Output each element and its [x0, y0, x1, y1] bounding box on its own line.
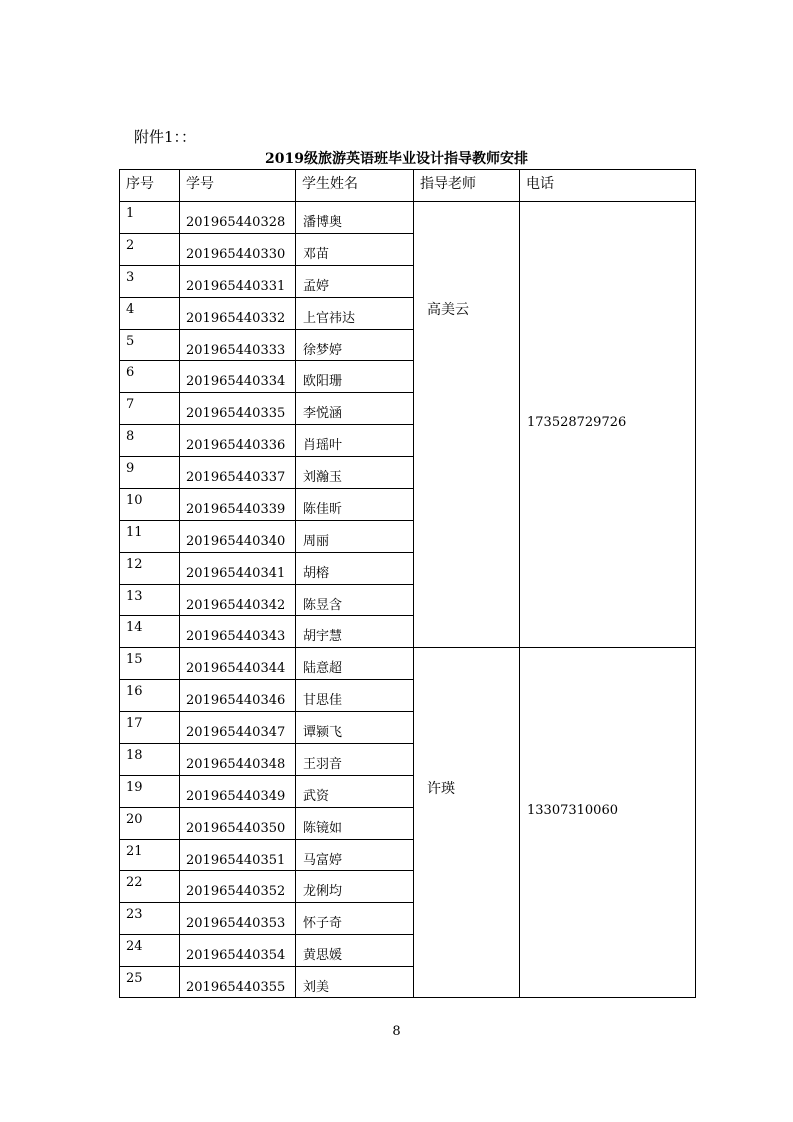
row-divider [119, 615, 413, 616]
row-divider [119, 360, 413, 361]
row-index: 20 [126, 811, 143, 827]
row-index: 24 [126, 939, 143, 955]
row-student-id: 201965440333 [186, 342, 286, 358]
row-index: 17 [126, 716, 143, 732]
row-student-id: 201965440348 [186, 756, 286, 772]
row-index: 23 [126, 907, 143, 923]
row-index: 10 [126, 492, 143, 508]
row-student-id: 201965440350 [186, 820, 286, 836]
header-name: 学生姓名 [302, 176, 358, 192]
row-student-id: 201965440331 [186, 278, 286, 294]
row-index: 22 [126, 875, 143, 891]
row-student-id: 201965440344 [186, 661, 286, 677]
row-divider [119, 966, 413, 967]
row-student-id: 201965440332 [186, 310, 286, 326]
row-student-name: 陆意超 [303, 661, 343, 677]
row-divider [119, 584, 413, 585]
row-student-name: 邓苗 [303, 246, 330, 262]
row-index: 14 [126, 620, 143, 636]
table-border-top [119, 169, 696, 170]
row-divider [119, 233, 413, 234]
row-divider [119, 711, 413, 712]
table-border-bottom [119, 997, 696, 998]
row-divider [119, 424, 413, 425]
column-divider [413, 169, 414, 998]
row-index: 13 [126, 588, 143, 604]
header-teacher: 指导老师 [420, 176, 476, 192]
row-student-name: 李悦涵 [303, 406, 343, 422]
row-divider [119, 679, 413, 680]
row-divider [119, 902, 413, 903]
column-divider [519, 169, 520, 998]
row-index: 19 [126, 779, 143, 795]
row-student-id: 201965440343 [186, 629, 286, 645]
row-index: 15 [126, 652, 143, 668]
row-index: 18 [126, 747, 143, 763]
row-divider [119, 552, 413, 553]
row-student-name: 甘思佳 [303, 693, 343, 709]
header-divider [119, 201, 696, 202]
group-teacher: 许瑛 [427, 781, 455, 798]
row-index: 2 [126, 237, 135, 253]
row-divider [119, 265, 413, 266]
row-student-name: 怀子奇 [303, 916, 343, 932]
row-student-id: 201965440351 [186, 852, 286, 868]
row-index: 8 [126, 429, 135, 445]
row-divider [119, 520, 413, 521]
group-phone: 13307310060 [527, 803, 618, 819]
attachment-label: 附件1：： [134, 128, 197, 146]
row-index: 4 [126, 301, 135, 317]
row-student-id: 201965440352 [186, 884, 286, 900]
row-student-name: 潘博奥 [303, 215, 343, 230]
row-student-name: 武资 [303, 788, 330, 804]
row-index: 3 [126, 269, 135, 285]
row-index: 5 [126, 333, 135, 349]
row-student-name: 王羽音 [303, 756, 343, 772]
row-student-id: 201965440330 [186, 246, 286, 262]
row-student-name: 龙俐均 [303, 884, 343, 900]
row-student-id: 201965440336 [186, 438, 286, 454]
row-student-id: 201965440337 [186, 470, 286, 486]
row-divider [119, 456, 413, 457]
row-student-name: 陈佳昕 [303, 501, 343, 517]
row-student-name: 欧阳珊 [303, 374, 343, 390]
header-phone: 电话 [526, 176, 554, 192]
row-student-name: 徐梦婷 [303, 342, 343, 358]
row-divider [119, 839, 413, 840]
row-student-name: 上官祎达 [303, 310, 356, 326]
row-student-id: 201965440346 [186, 693, 286, 709]
row-student-id: 201965440347 [186, 725, 286, 741]
assignment-table [119, 169, 696, 998]
row-divider [119, 775, 413, 776]
page-number: 8 [392, 1024, 401, 1039]
row-student-name: 周丽 [303, 533, 330, 549]
row-student-name: 胡宇慧 [303, 629, 343, 645]
row-student-name: 肖瑶叶 [303, 438, 343, 454]
row-student-id: 201965440339 [186, 501, 286, 517]
group-divider [119, 647, 696, 648]
row-index: 6 [126, 365, 135, 381]
row-student-id: 201965440334 [186, 374, 286, 390]
row-student-name: 陈镜如 [303, 820, 343, 836]
row-index: 25 [126, 971, 143, 987]
table-border-right [695, 169, 696, 998]
header-index: 序号 [126, 176, 154, 192]
row-divider [119, 297, 413, 298]
document-title: 2019级旅游英语班毕业设计指导教师安排 [265, 151, 528, 167]
row-student-id: 201965440342 [186, 597, 286, 613]
row-student-name: 刘美 [303, 980, 330, 996]
row-index: 12 [126, 556, 143, 572]
row-divider [119, 743, 413, 744]
row-divider [119, 807, 413, 808]
header-student-id: 学号 [186, 176, 214, 192]
group-teacher: 高美云 [427, 302, 469, 318]
row-student-id: 201965440355 [186, 980, 286, 996]
row-student-name: 陈昱含 [303, 597, 343, 613]
row-student-id: 201965440340 [186, 533, 286, 549]
row-index: 21 [126, 843, 143, 859]
row-student-name: 马富婷 [303, 852, 343, 868]
row-index: 9 [126, 461, 135, 477]
row-divider [119, 488, 413, 489]
row-index: 11 [126, 524, 143, 540]
row-student-name: 黄思媛 [303, 948, 343, 964]
row-student-id: 201965440341 [186, 565, 286, 581]
row-student-id: 201965440328 [186, 215, 286, 230]
row-student-name: 刘瀚玉 [303, 470, 343, 486]
group-phone: 173528729726 [527, 415, 627, 430]
row-student-name: 孟婷 [303, 278, 330, 294]
row-index: 7 [126, 397, 135, 413]
row-student-id: 201965440353 [186, 916, 286, 932]
row-divider [119, 392, 413, 393]
row-student-name: 谭颍飞 [303, 725, 343, 741]
row-index: 16 [126, 684, 143, 700]
row-index: 1 [126, 206, 135, 221]
row-student-name: 胡榕 [303, 565, 330, 581]
row-divider [119, 329, 413, 330]
row-student-id: 201965440354 [186, 948, 286, 964]
row-divider [119, 934, 413, 935]
row-student-id: 201965440335 [186, 406, 286, 422]
row-student-id: 201965440349 [186, 788, 286, 804]
row-divider [119, 870, 413, 871]
